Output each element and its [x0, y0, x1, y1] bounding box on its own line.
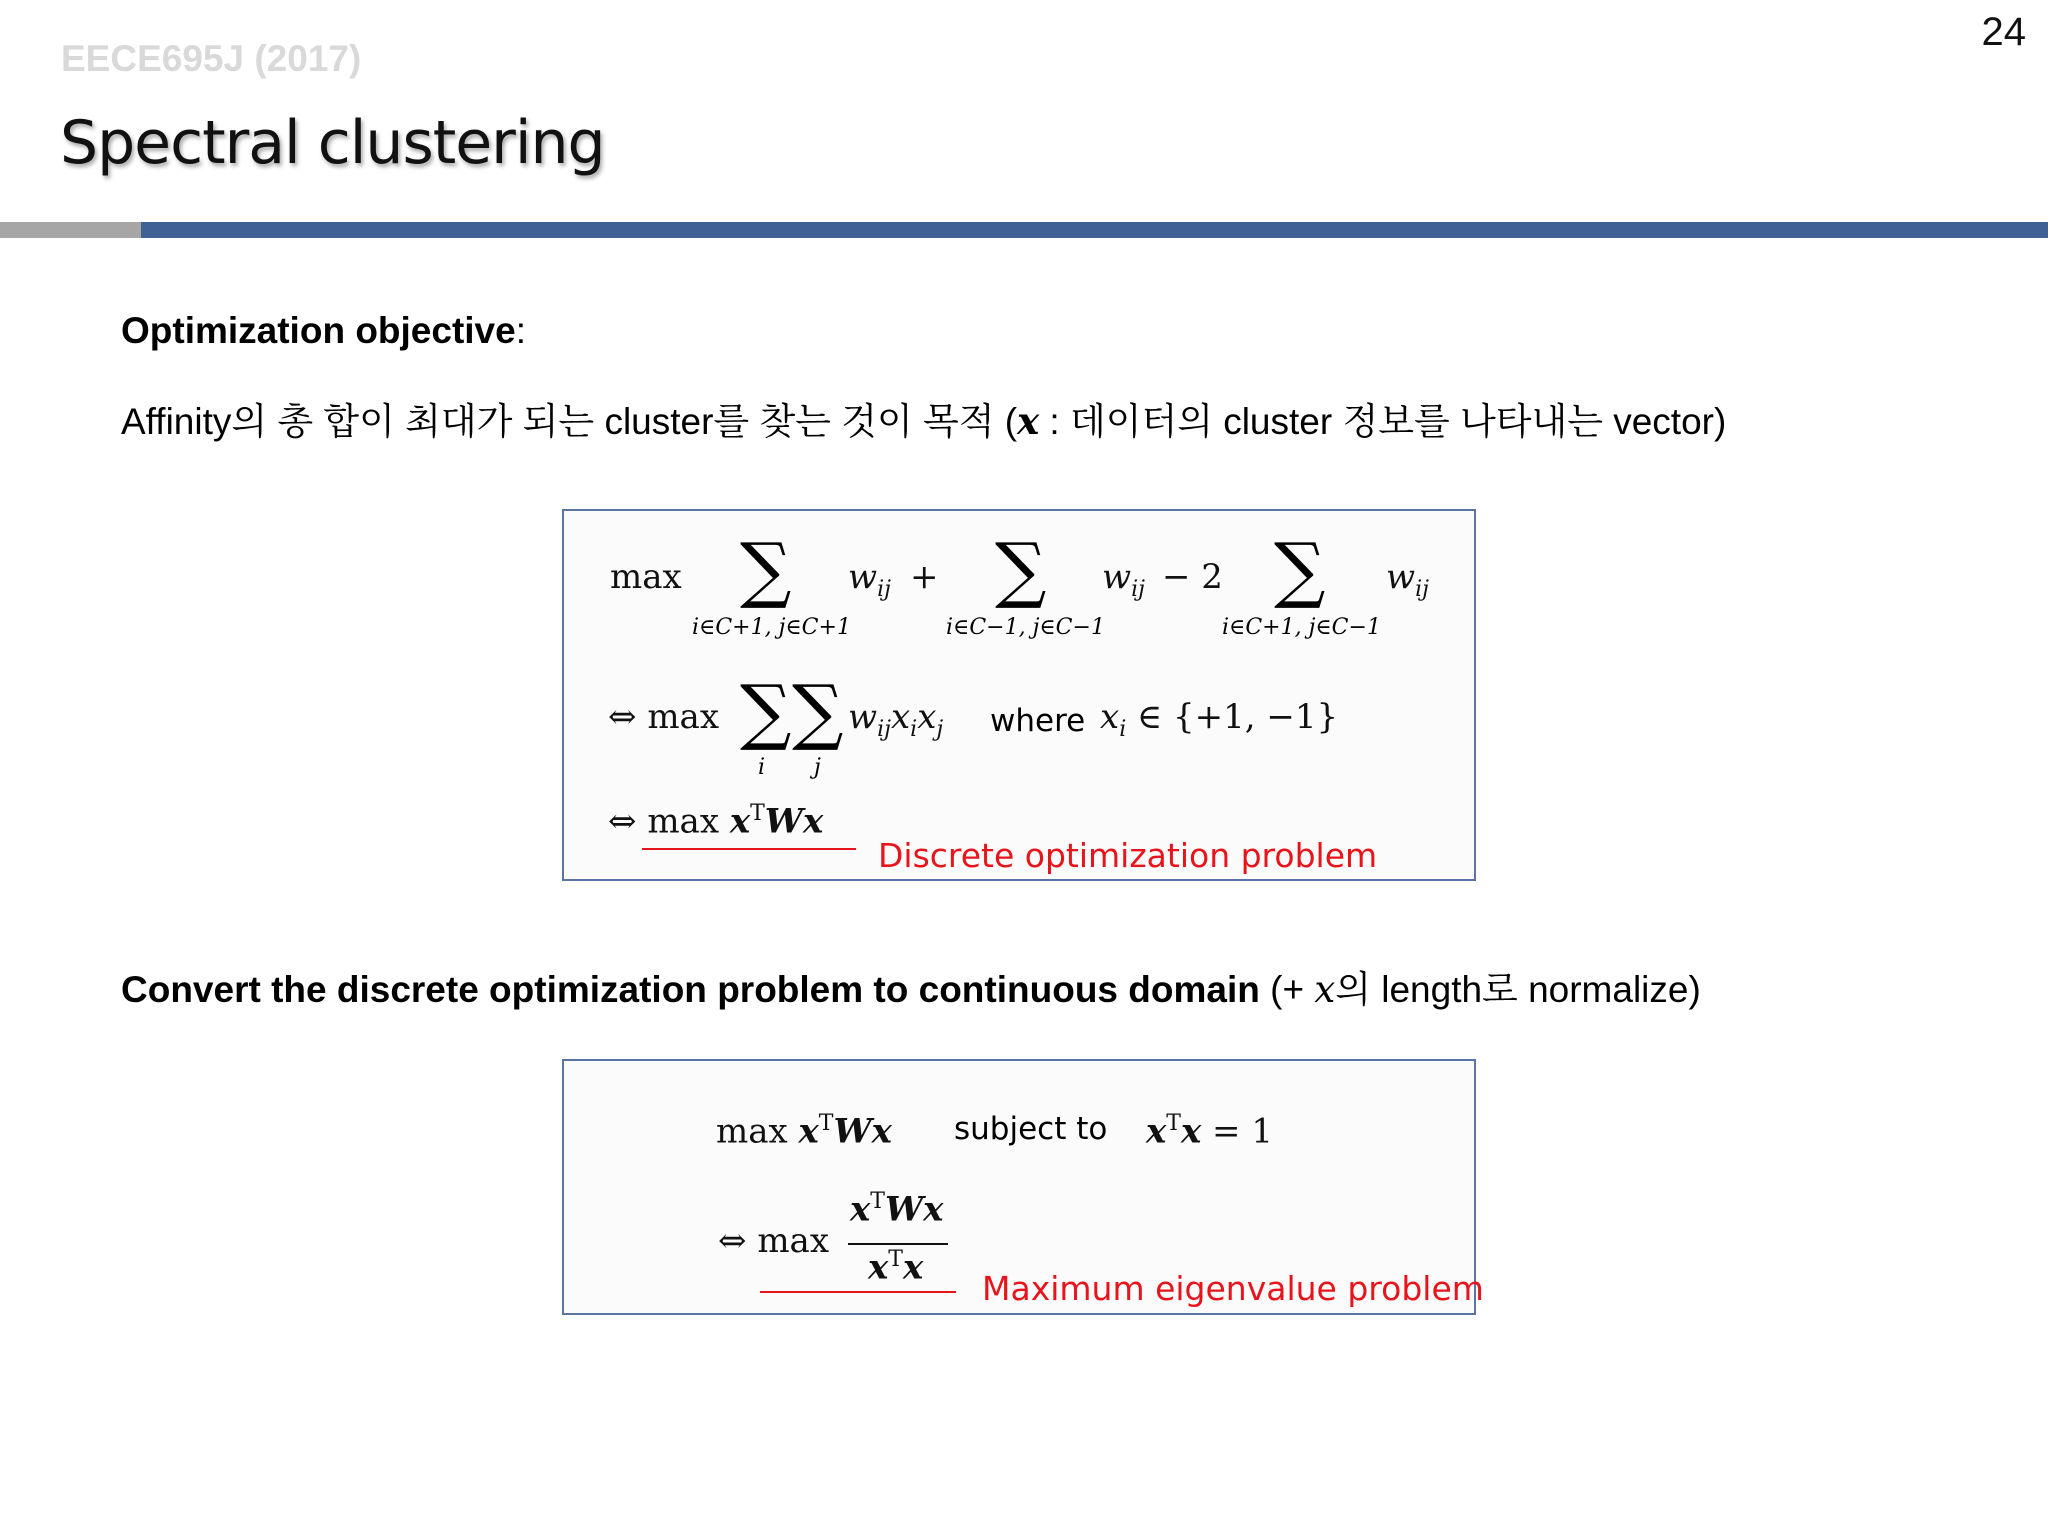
eigen-annotation: Maximum eigenvalue problem	[982, 1269, 1484, 1308]
objective-max: $\max x^TWx$	[716, 1111, 892, 1152]
constraint-set: $x_i$ ∈ {+1, −1}	[1100, 697, 1339, 742]
term-w1: $w_{ij}$	[848, 557, 891, 602]
discrete-annotation: Discrete optimization problem	[878, 836, 1378, 875]
equivalence-arrow-2: ⇔ $\max x^TWx$	[608, 801, 824, 842]
sum-symbol-3: ∑	[1274, 527, 1326, 611]
objective-desc-var: x	[1017, 399, 1040, 443]
sum-symbol-1: ∑	[740, 527, 792, 611]
objective-desc-post: : 데이터의 cluster 정보를 나타내는 vector)	[1039, 401, 1727, 442]
term-w3: $w_{ij}$	[1386, 557, 1429, 602]
convert-statement	[121, 959, 1701, 1013]
objective-heading-colon: :	[515, 310, 526, 351]
sum-symbol-2: ∑	[995, 527, 1047, 611]
fraction-bar	[848, 1243, 948, 1245]
convert-note-var: x	[1314, 968, 1336, 1011]
equivalence-arrow-1: ⇔ max	[608, 697, 719, 737]
objective-heading	[121, 310, 526, 352]
slide-title: Spectral clustering	[60, 108, 605, 178]
plus-sign: +	[910, 557, 939, 597]
equivalence-arrow-3: ⇔ max	[718, 1221, 829, 1261]
where-label: where	[990, 703, 1086, 739]
sum-1-index: i∈C+1, j∈C+1	[692, 615, 851, 640]
rayleigh-numerator: $x^TWx$	[850, 1189, 944, 1230]
sum-i-index: i	[758, 755, 766, 780]
objective-description	[121, 391, 1726, 445]
sum-j-index: j	[814, 755, 821, 780]
max-label: max	[610, 557, 682, 597]
page-number: 24	[1981, 10, 2026, 54]
continuous-formula-box	[562, 1059, 1484, 1315]
convert-note-post: 의 length로 normalize)	[1335, 969, 1701, 1010]
title-rule-blue	[141, 222, 2048, 238]
summand: $w_{ij}x_ix_j$	[848, 697, 944, 742]
course-code: EECE695J (2017)	[61, 38, 362, 79]
sum-symbol-j: ∑	[792, 669, 844, 753]
objective-desc-pre: Affinity의 총 합이 최대가 되는 cluster를 찾는 것이 목적 (	[121, 401, 1018, 442]
convert-note-pre: (+	[1259, 969, 1315, 1010]
sum-symbol-i: ∑	[740, 669, 792, 753]
convert-heading: Convert the discrete optimization problem to continuous domain	[121, 969, 1260, 1010]
sum-2-index: i∈C−1, j∈C−1	[946, 615, 1105, 640]
sum-3-index: i∈C+1, j∈C−1	[1222, 615, 1381, 640]
minus-two: − 2	[1162, 557, 1223, 597]
subject-to-label: subject to	[954, 1111, 1108, 1147]
rayleigh-denominator: $x^Tx$	[868, 1247, 924, 1288]
term-w2: $w_{ij}$	[1102, 557, 1145, 602]
norm-constraint: $x^Tx = 1$	[1146, 1111, 1273, 1152]
title-rule-gray	[0, 222, 141, 238]
discrete-formula-box	[562, 509, 1476, 881]
eigen-underline	[760, 1291, 956, 1293]
discrete-underline	[642, 848, 856, 850]
objective-heading-text: Optimization objective	[121, 310, 516, 351]
